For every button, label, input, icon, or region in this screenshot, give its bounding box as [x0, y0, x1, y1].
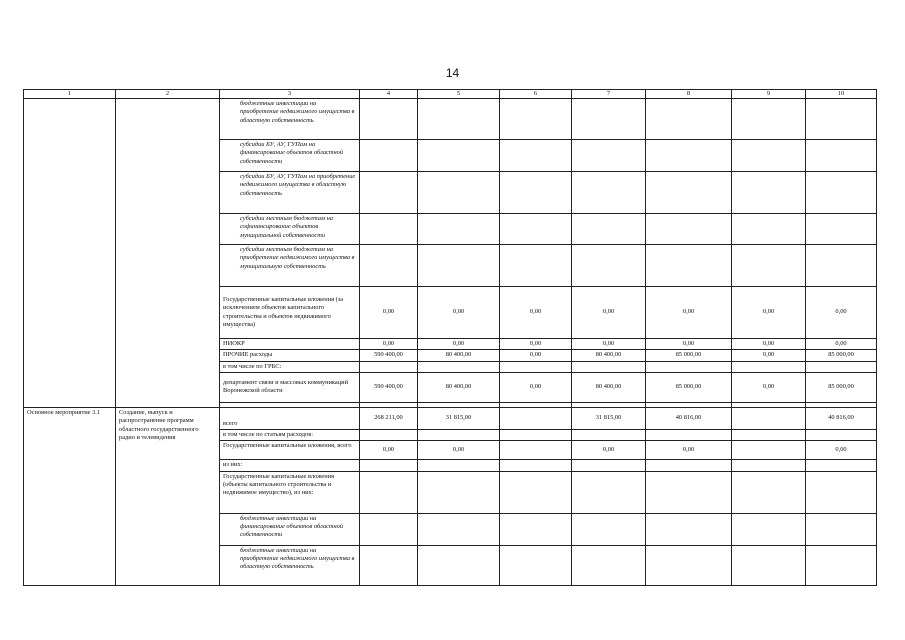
- header-row: [24, 90, 877, 99]
- value-cell: 0,00: [646, 441, 732, 460]
- value-cell: 0,00: [418, 441, 500, 460]
- row-label: бюджетные инвестиции на финансирование объектов областной собственности: [220, 513, 360, 545]
- value-cell: 31 815,00: [418, 407, 500, 429]
- table-cell: [24, 99, 116, 408]
- value-cell: 0,00: [360, 287, 418, 339]
- value-cell: 0,00: [500, 372, 572, 402]
- value-cell: 0,00: [806, 287, 877, 339]
- value-cell: [732, 441, 806, 460]
- value-cell: 0,00: [418, 339, 500, 350]
- value-cell: 85 000,00: [646, 372, 732, 402]
- value-cell: 40 816,00: [806, 407, 877, 429]
- value-cell: 0,00: [360, 339, 418, 350]
- value-cell: 0,00: [572, 339, 646, 350]
- value-cell: 0,00: [646, 287, 732, 339]
- header-cell: 4: [360, 90, 418, 99]
- header-cell: 3: [220, 90, 360, 99]
- value-cell: 0,00: [572, 287, 646, 339]
- value-cell: 590 400,00: [360, 372, 418, 402]
- value-cell: 85 000,00: [646, 350, 732, 361]
- header-cell: 6: [500, 90, 572, 99]
- value-cell: 85 000,00: [806, 350, 877, 361]
- value-cell: 31 815,00: [572, 407, 646, 429]
- value-cell: 0,00: [806, 441, 877, 460]
- row-label: субсидии БУ, АУ, ГУПам на приобретение недвижимого имущества в областную собственность: [220, 172, 360, 214]
- header-cell: 10: [806, 90, 877, 99]
- header-cell: 2: [116, 90, 220, 99]
- value-cell: 0,00: [360, 441, 418, 460]
- value-cell: 590 400,00: [360, 350, 418, 361]
- value-cell: [500, 407, 572, 429]
- header-cell: 7: [572, 90, 646, 99]
- value-cell: 0,00: [500, 287, 572, 339]
- row-label: субсидии БУ, АУ, ГУПам на финансирование объектов областной собственности: [220, 140, 360, 172]
- row-label: всего: [220, 407, 360, 429]
- value-cell: 0,00: [500, 339, 572, 350]
- row-label: Государственные капитальные вложения (за исключением объектов капитального строительства и объектов недвижимого имущества): [220, 287, 360, 339]
- value-cell: 80 400,00: [572, 350, 646, 361]
- row-label: Государственные капитальные вложения (объекты капитального строительства и недвижимое имущество), из них:: [220, 471, 360, 513]
- value-cell: 0,00: [418, 287, 500, 339]
- value-cell: 0,00: [806, 339, 877, 350]
- row-label: в том числе по статьям расходов:: [220, 429, 360, 440]
- row-label: ПРОЧИЕ расходы: [220, 350, 360, 361]
- header-cell: 9: [732, 90, 806, 99]
- value-cell: 268 211,00: [360, 407, 418, 429]
- value-cell: [732, 407, 806, 429]
- row-label: субсидии местным бюджетам на софинансирование объектов муниципальной собственности: [220, 214, 360, 245]
- header-cell: 1: [24, 90, 116, 99]
- value-cell: [500, 441, 572, 460]
- row-label: НИОКР: [220, 339, 360, 350]
- row-label: бюджетные инвестиции на приобретение недвижимого имущества в областную собственность: [220, 99, 360, 140]
- budget-table: [23, 89, 877, 586]
- row-label: субсидии местным бюджетам на приобретение недвижимого имущества в муниципальную собственность: [220, 245, 360, 287]
- value-cell: 40 816,00: [646, 407, 732, 429]
- value-cell: 80 400,00: [418, 350, 500, 361]
- row-label: в том числе по ГРБС:: [220, 361, 360, 372]
- value-cell: 0,00: [572, 441, 646, 460]
- row-label: из них:: [220, 460, 360, 471]
- value-cell: 80 400,00: [572, 372, 646, 402]
- page-number: 14: [445, 66, 460, 80]
- row-label: бюджетные инвестиции на приобретение недвижимого имущества в областную собственность: [220, 545, 360, 585]
- measure-name: Основное мероприятие 3.1: [24, 407, 116, 585]
- table-row: [24, 407, 877, 429]
- table-row: [24, 99, 877, 140]
- value-cell: 80 400,00: [418, 372, 500, 402]
- value-cell: 0,00: [732, 339, 806, 350]
- row-label: Государственные капитальные вложения, всего: [220, 441, 360, 460]
- value-cell: 0,00: [646, 339, 732, 350]
- header-cell: 5: [418, 90, 500, 99]
- value-cell: 0,00: [732, 372, 806, 402]
- measure-description: Создание, выпуск и распространение программ областного государственного радио и телевидения: [116, 407, 220, 585]
- value-cell: 0,00: [732, 287, 806, 339]
- header-cell: 8: [646, 90, 732, 99]
- table-cell: [116, 99, 220, 408]
- value-cell: 85 000,00: [806, 372, 877, 402]
- value-cell: 0,00: [500, 350, 572, 361]
- row-label: департамент связи и массовых коммуникаций Воронежской области: [220, 372, 360, 402]
- value-cell: 0,00: [732, 350, 806, 361]
